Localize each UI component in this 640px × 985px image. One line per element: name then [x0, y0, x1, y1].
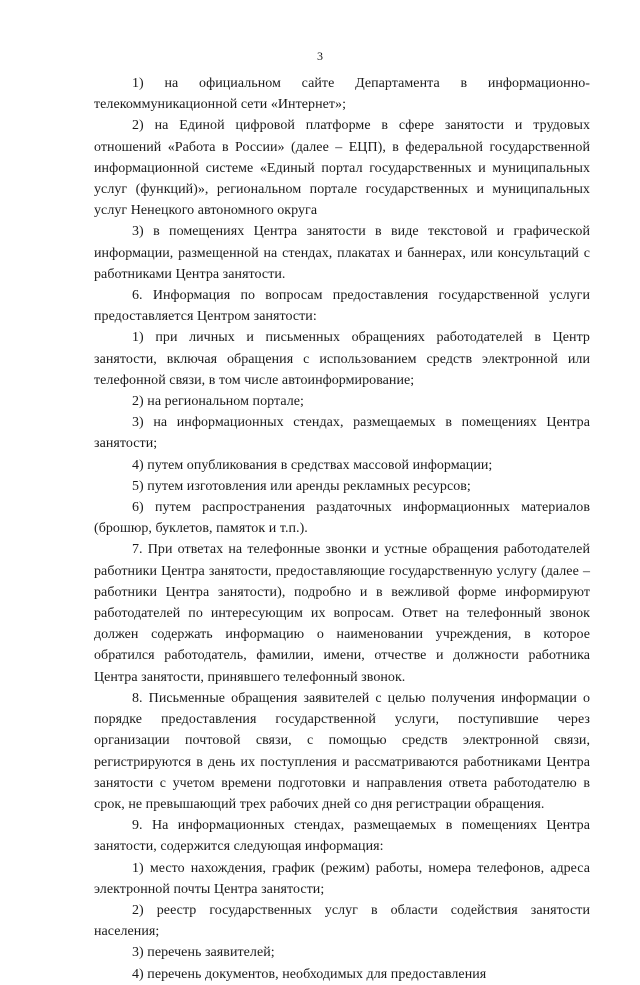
- paragraph-item-3-stands: 3) на информационных стендах, размещаемых в помещениях Центра занятости;: [94, 415, 590, 452]
- paragraph-section-9: 9. На информационных стендах, размещаемых в помещениях Центра занятости, содержится следующая информация:: [94, 818, 590, 855]
- paragraph-item-4-media: 4) путем опубликования в средствах массовой информации;: [132, 457, 493, 473]
- page-number: 3: [317, 49, 323, 63]
- paragraph-item-4-documents: 4) перечень документов, необходимых для предоставления: [132, 966, 487, 982]
- paragraph-item-3-applicants: 3) перечень заявителей;: [132, 945, 275, 961]
- paragraph-item-2-regional-portal: 2) на региональном портале;: [132, 394, 304, 410]
- paragraph-item-1-website: 1) на официальном сайте Департамента в информационно-телекоммуникационной сети «Интернет»;: [94, 76, 590, 113]
- paragraph-section-8: 8. Письменные обращения заявителей с целью получения информации о порядке предоставления государственной услуги, поступившие через организации почтовой связи, с помощью средств электронной связи, регистрируются в день их поступления и рассматриваются работниками Центра занятости с учетом времени подготовки и направления ответа работодателю в срок, не превышающий трех рабочих дней со дня регистрации обращения.: [94, 690, 590, 812]
- paragraph-item-3-premises: 3) в помещениях Центра занятости в виде текстовой и графической информации, размещенной на стендах, плакатах и баннерах, или консультаций с работниками Центра занятости.: [94, 224, 590, 282]
- document-body: [94, 73, 590, 985]
- paragraph-item-2-platform: 2) на Единой цифровой платформе в сфере занятости и трудовых отношений «Работа в России» (далее – ЕЦП), в федеральной государственной информационной системе «Единый портал государственных и муниципальных услуг (функций)», региональном портале государственных и муниципальных услуг Ненецкого автономного округа: [94, 118, 590, 219]
- paragraph-section-6: 6. Информация по вопросам предоставления государственной услуги предоставляется Центром занятости:: [94, 288, 590, 325]
- paragraph-item-5-advertising: 5) путем изготовления или аренды рекламных ресурсов;: [132, 478, 471, 494]
- paragraph-item-6-handouts: 6) путем распространения раздаточных информационных материалов (брошюр, буклетов, памяток и т.п.).: [94, 500, 590, 537]
- paragraph-section-7: 7. При ответах на телефонные звонки и устные обращения работодателей работники Центра занятости, предоставляющие государственную услугу (далее – работники Центра занятости), подробно и в вежливой форме информируют работодателей по интересующим их вопросам. Ответ на телефонный звонок должен содержать информацию о наименовании учреждения, в которое обратился работодатель, фамилии, имени, отчестве и должности работника Центра занятости, принявшего телефонный звонок.: [94, 542, 590, 685]
- paragraph-item-1-location: 1) место нахождения, график (режим) работы, номера телефонов, адреса электронной почты Центра занятости;: [94, 860, 590, 897]
- paragraph-item-1-appeals: 1) при личных и письменных обращениях работодателей в Центр занятости, включая обращения с использованием средств электронной или телефонной связи, в том числе автоинформирование;: [94, 330, 590, 388]
- paragraph-item-2-registry: 2) реестр государственных услуг в области содействия занятости населения;: [94, 902, 590, 940]
